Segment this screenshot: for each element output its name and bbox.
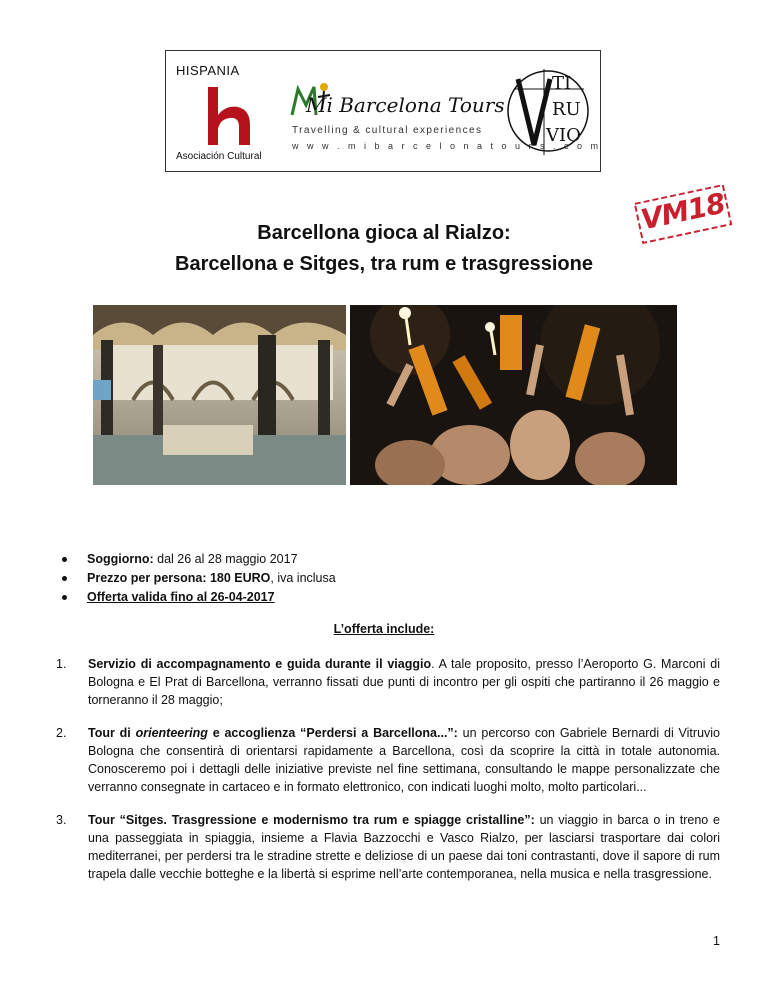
partner-logos-box <box>165 50 601 172</box>
item-heading: Tour “Sitges. Trasgressione e modernismo tra rum e spiagge cristalline”: <box>88 813 535 827</box>
price-label: Prezzo per persona: 180 EURO <box>87 571 271 585</box>
hispania-h-mark-icon <box>202 85 258 147</box>
page-number: 1 <box>713 934 720 948</box>
item-heading: e accoglienza “Perdersi a Barcellona...”: <box>207 726 458 740</box>
item-heading: Servizio di accompagnamento e guida durante il viaggio <box>88 657 432 671</box>
item-number: 1. <box>56 657 67 671</box>
item-text: . A tale proposito, presso l’Aeroporto G. Marconi di Bologna e El Prat di Barcellona, verranno fissati due punti di incontro per gli ospiti che partiranno il 26 maggio e torneranno il 28 maggio; <box>88 657 720 707</box>
list-item <box>56 655 720 709</box>
item-heading-prefix: Tour di <box>88 726 136 740</box>
item-text: un viaggio in barca o in treno e una passeggiata in spiaggia, insieme a Flavia Bazzocchi e Vasco Rialzo, per lasciarsi trasportare dai colori mediterranei, per perdersi tra le stradine strette e deliziose di un paese dai toni contrastanti, dove il sapore di rum trapela dalle vecchie botteghe e la libertà si esprime nell’arte contemporanea, nella musica e nella trasgressione. <box>88 813 721 881</box>
bullet-icon <box>62 557 67 562</box>
item-number: 2. <box>56 726 67 740</box>
vitruvio-line1: TI <box>552 73 572 94</box>
offer-validity: Offerta valida fino al 26-04-2017 <box>87 590 275 604</box>
mibarcelona-brand: Mi Barcelona Tours <box>306 93 505 117</box>
bullet-icon <box>62 595 67 600</box>
bullet-icon <box>62 576 67 581</box>
document-title-line1: Barcellona gioca al Rialzo: <box>257 222 511 244</box>
offer-summary-list <box>62 550 702 607</box>
mibarcelona-url: w w w . m i b a r c e l o n a t o u r s . c o m <box>292 141 602 151</box>
list-item <box>56 811 720 883</box>
hispania-subtitle: Asociación Cultural <box>176 151 262 162</box>
list-item <box>62 569 702 588</box>
vitruvio-line2: RU <box>552 99 581 120</box>
sitges-cloister-photo <box>93 305 346 485</box>
vitruvio-line3: VIO <box>546 125 581 146</box>
price-value: , iva inclusa <box>270 571 336 585</box>
hispania-name: HISPANIA <box>176 63 240 78</box>
offer-includes-heading: L’offerta include: <box>333 622 435 636</box>
hispania-logo <box>176 63 284 163</box>
included-services-list <box>56 655 720 898</box>
list-item <box>62 588 702 607</box>
document-title-line2: Barcellona e Sitges, tra rum e trasgressione <box>175 253 593 275</box>
party-champagne-photo <box>350 305 677 485</box>
list-item <box>62 550 702 569</box>
list-item <box>56 724 720 796</box>
stay-value: dal 26 al 28 maggio 2017 <box>153 552 298 566</box>
vm18-text: VM18 <box>637 186 728 237</box>
mibarcelona-tagline: Travelling & cultural experiences <box>292 125 483 136</box>
vitruvio-logo <box>504 59 592 163</box>
item-number: 3. <box>56 813 67 827</box>
item-heading-italic: orienteering <box>135 726 208 740</box>
item-text: un percorso con Gabriele Bernardi di Vitruvio Bologna che consentirà di orientarsi rapidamente a Barcellona, così da scoprire la città in totale autonomia. Conosceremo poi i dettagli delle iniziative previste nel fine settimana, consultando le mappe personalizzate che verranno consegnate in cartaceo e in formato elettronico, con indicati luoghi molto, molto particolari... <box>88 726 720 794</box>
stay-label: Soggiorno: <box>87 552 154 566</box>
